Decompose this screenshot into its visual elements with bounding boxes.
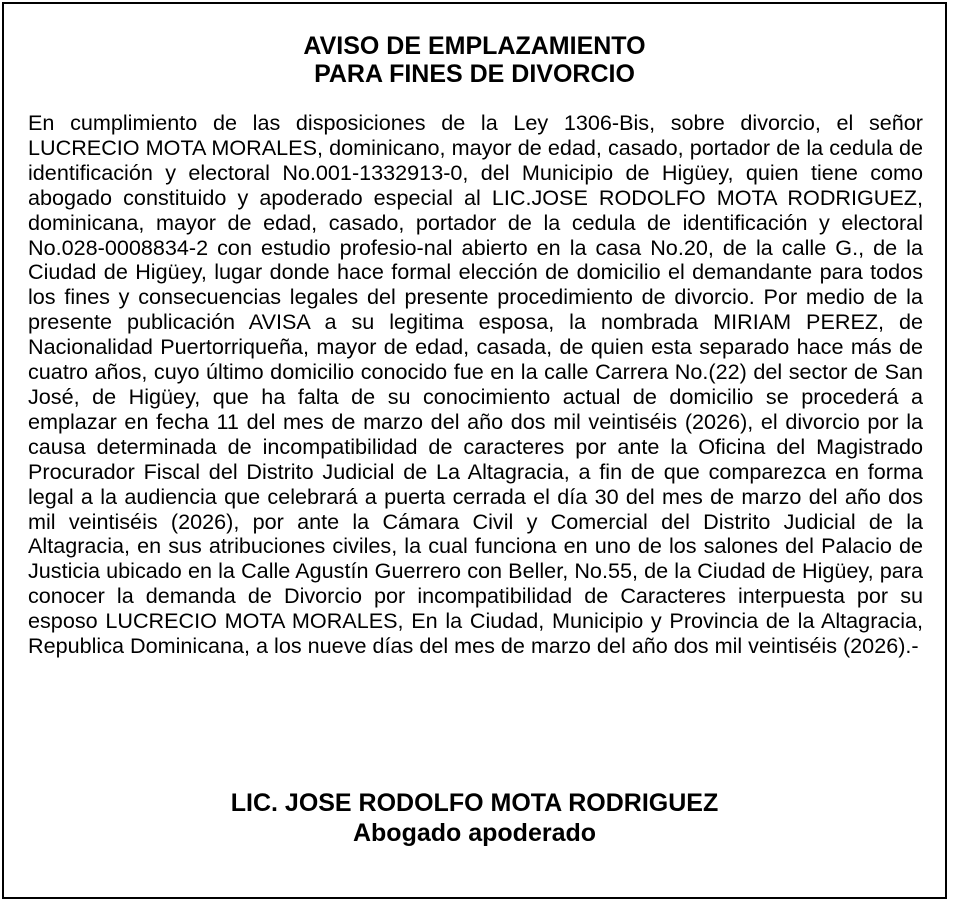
notice-title-line-2: PARA FINES DE DIVORCIO (314, 60, 635, 88)
notice-heading (4, 32, 945, 88)
notice-title-line-1: AVISO DE EMPLAZAMIENTO (303, 32, 646, 60)
signature-role: Abogado apoderado (352, 819, 597, 847)
signature-name: LIC. JOSE RODOLFO MOTA RODRIGUEZ (230, 789, 719, 817)
notice-frame (2, 2, 947, 899)
signature-block (4, 788, 945, 848)
notice-body: En cumplimiento de las disposiciones de la Ley 1306-Bis, sobre divorcio, el señor LUCRECIO MOTA MORALES, dominicano, mayor de edad, casado, portador de la cedula de identificación y electoral No.001-1332913-0, del Municipio de Higüey, quien tiene como abogado constituido y apoderado especial al LIC.JOSE RODOLFO MOTA RODRIGUEZ, dominicana, mayor de edad, casado, portador de la cedula de identificación y electoral No.028-0008834-2 con estudio profesio-nal abierto en la casa No.20, de la calle G., de la Ciudad de Higüey, lugar donde hace formal elección de domicilio el demandante para todos los fines y consecuencias legales del presente procedimiento de divorcio. Por medio de la presente publicación AVISA a su legitima esposa, la nombrada MIRIAM PEREZ, de Nacionalidad Puertorriqueña, mayor de edad, casada, de quien esta separado hace más de cuatro años, cuyo último domicilio conocido fue en la calle Carrera No.(22) del sector de San José, de Higüey, que ha falta de su conocimiento actual de domicilio se procederá a emplazar en fecha 11 del mes de marzo del año dos mil veintiséis (2026), el divorcio por la causa determinada de incompatibilidad de caracteres por ante la Oficina del Magistrado Procurador Fiscal del Distrito Judicial de La Altagracia, a fin de que comparezca en forma legal a la audiencia que celebrará a puerta cerrada el día 30 del mes de marzo del año dos mil veintiséis (2026), por ante la Cámara Civil y Comercial del Distrito Judicial de la Altagracia, en sus atribuciones civiles, la cual funciona en uno de los salones del Palacio de Justicia ubicado en la Calle Agustín Guerrero con Beller, No.55, de la Ciudad de Higüey, para conocer la demanda de Divorcio por incompatibilidad de Caracteres interpuesta por su esposo LUCRECIO MOTA MORALES, En la Ciudad, Municipio y Provincia de la Altagracia, Republica Dominicana, a los nueve días del mes de marzo del año dos mil veintiséis (2026).- (28, 110, 923, 659)
